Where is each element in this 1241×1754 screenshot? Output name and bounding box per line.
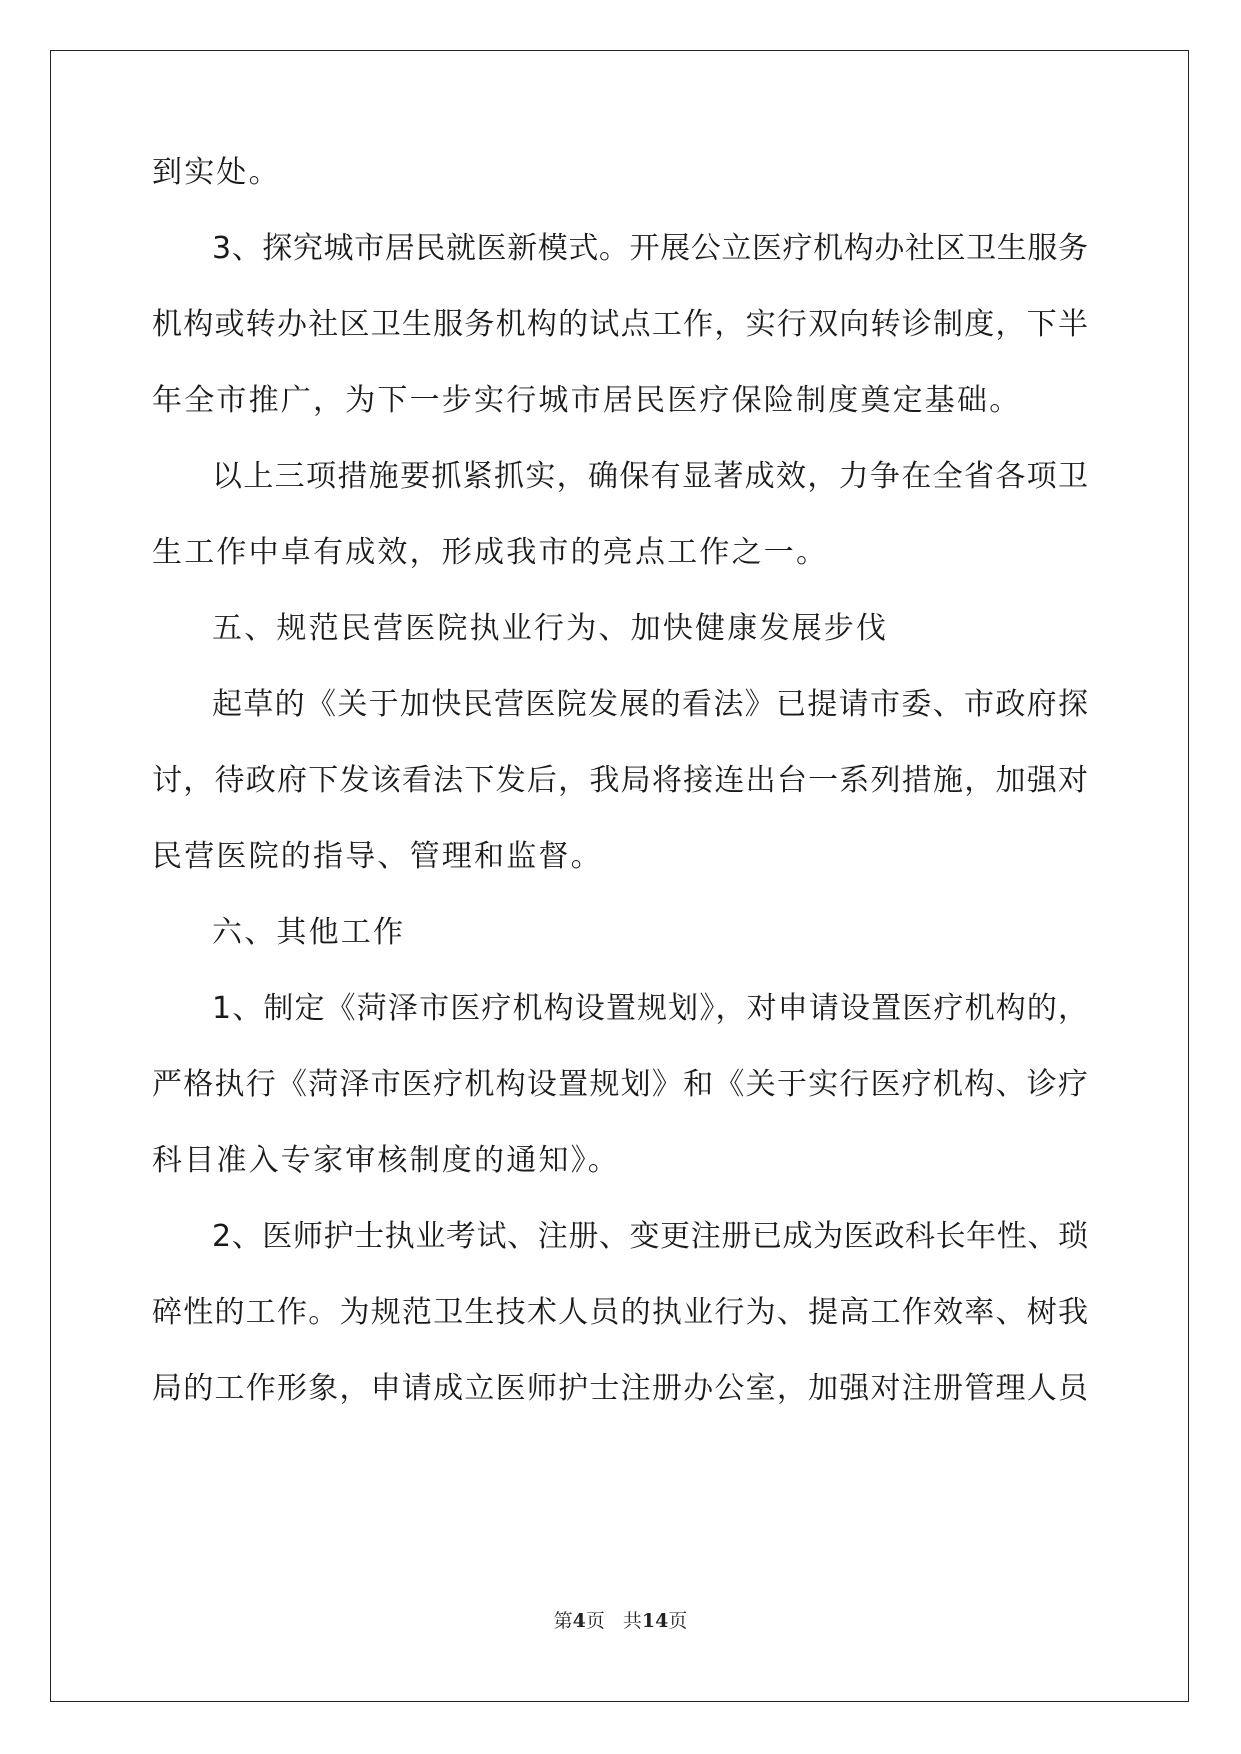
total-pages: 14 <box>641 1610 669 1632</box>
text-line: 1、制定《菏泽市医疗机构设置规划》，对申请设置医疗机构的， <box>212 991 1088 1026</box>
page-prefix: 第 <box>553 1610 573 1632</box>
text-line: 严格执行《菏泽市医疗机构设置规划》和《关于实行医疗机构、诊疗 <box>152 1067 1088 1102</box>
text-line: 起草的《关于加快民营医院发展的看法》已提请市委、市政府探 <box>212 687 1088 722</box>
text-line: 讨，待政府下发该看法下发后，我局将接连出台一系列措施，加强对 <box>152 763 1088 798</box>
text-line: 年全市推广，为下一步实行城市居民医疗保险制度奠定基础。 <box>152 383 1022 418</box>
text-line: 科目准入专家审核制度的通知》。 <box>152 1143 620 1178</box>
text-line: 2、医师护士执业考试、注册、变更注册已成为医政科长年性、琐 <box>212 1219 1088 1254</box>
text-line: 机构或转办社区卫生服务机构的试点工作，实行双向转诊制度，下半 <box>152 307 1088 342</box>
page-suffix: 页 <box>585 1610 605 1632</box>
text-line: 到实处。 <box>152 155 281 190</box>
text-line: 以上三项措施要抓紧抓实，确保有显著成效，力争在全省各项卫 <box>212 459 1088 494</box>
total-prefix: 共 <box>622 1610 642 1632</box>
page-number: 4 <box>572 1610 586 1632</box>
section-heading: 五、规范民营医院执业行为、加快健康发展步伐 <box>212 611 889 646</box>
total-suffix: 页 <box>668 1610 688 1632</box>
text-line: 民营医院的指导、管理和监督。 <box>152 839 603 874</box>
text-line: 生工作中卓有成效，形成我市的亮点工作之一。 <box>152 535 829 570</box>
page-footer <box>0 1609 1241 1633</box>
section-heading: 六、其他工作 <box>212 915 406 950</box>
text-line: 3、探究城市居民就医新模式。开展公立医疗机构办社区卫生服务 <box>212 231 1088 266</box>
text-line: 碎性的工作。为规范卫生技术人员的执业行为、提高工作效率、树我 <box>152 1295 1088 1330</box>
text-line: 局的工作形象，申请成立医师护士注册办公室，加强对注册管理人员 <box>152 1371 1088 1406</box>
